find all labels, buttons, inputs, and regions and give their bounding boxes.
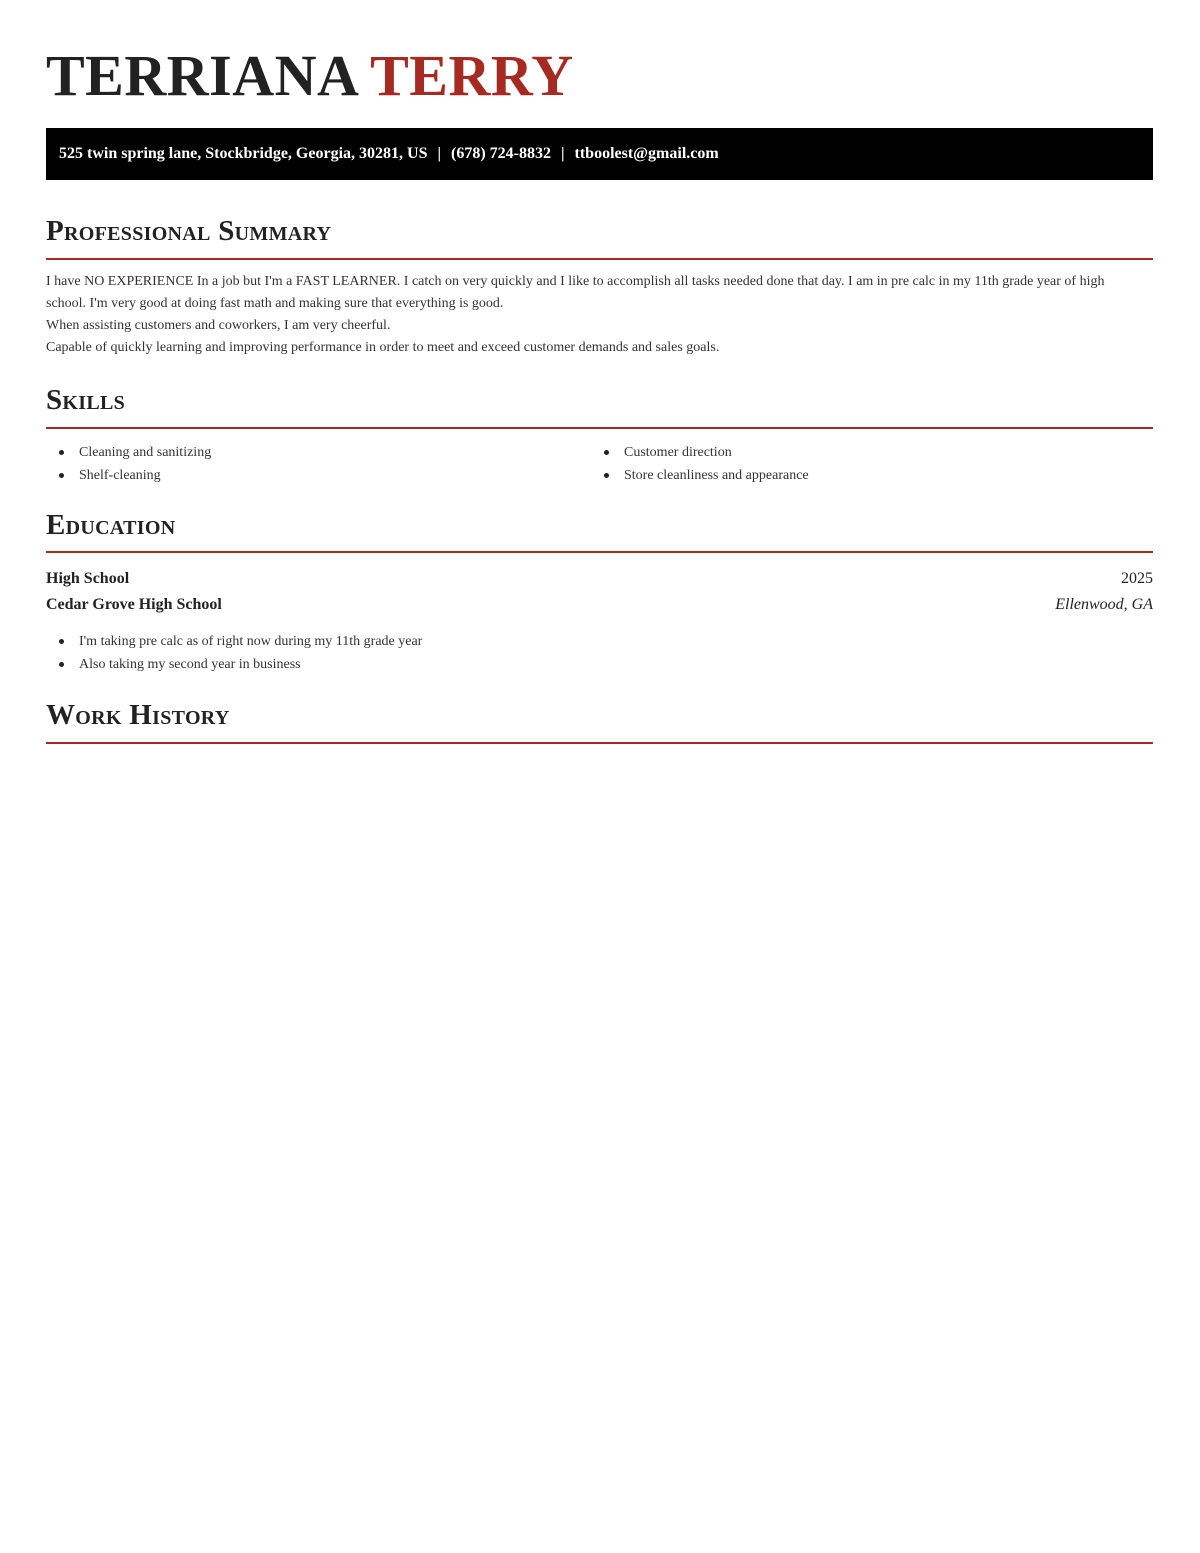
- education-school-row: [46, 594, 1153, 616]
- skill-item: Customer direction: [591, 441, 809, 464]
- skill-item: Cleaning and sanitizing: [46, 441, 211, 464]
- skills-column-right: [591, 441, 809, 487]
- education-bullet: Also taking my second year in business: [46, 653, 422, 676]
- section-divider: [46, 551, 1153, 553]
- contact-bar: [46, 128, 1153, 180]
- section-title-education: Education: [46, 509, 176, 541]
- section-divider: [46, 742, 1153, 744]
- education-details: [46, 630, 422, 676]
- contact-separator: |: [560, 145, 565, 162]
- summary-paragraph: When assisting customers and coworkers, I am very cheerful.: [46, 318, 391, 333]
- skill-item: Store cleanliness and appearance: [591, 464, 809, 487]
- section-divider: [46, 427, 1153, 429]
- first-name: TERRIANA: [46, 43, 357, 108]
- summary-text: [46, 271, 1136, 359]
- section-title-summary: Professional Summary: [46, 215, 332, 247]
- education-location: Ellenwood, GA: [1055, 596, 1153, 613]
- contact-phone: (678) 724-8832: [451, 145, 551, 162]
- contact-email: ttboolest@gmail.com: [574, 145, 719, 162]
- summary-paragraph: Capable of quickly learning and improving performance in order to meet and exceed customer demands and sales goals.: [46, 340, 720, 355]
- candidate-name: [46, 44, 574, 108]
- education-year: 2025: [1121, 570, 1153, 587]
- education-bullet: I'm taking pre calc as of right now during my 11th grade year: [46, 630, 422, 653]
- skill-item: Shelf-cleaning: [46, 464, 211, 487]
- last-name: TERRY: [370, 43, 574, 108]
- education-degree: High School: [46, 570, 130, 587]
- skills-column-left: [46, 441, 211, 487]
- contact-separator: |: [437, 145, 441, 162]
- education-school: Cedar Grove High School: [46, 596, 222, 613]
- section-title-work-history: Work History: [46, 699, 230, 731]
- section-divider: [46, 258, 1153, 260]
- summary-paragraph: I have NO EXPERIENCE In a job but I'm a FAST LEARNER. I catch on very quickly and I like to accomplish all tasks needed done that day. I am in pre calc in my 11th grade year of high school. I'm very good at doing fast math and making sure that everything is good.: [46, 274, 1105, 311]
- contact-address: 525 twin spring lane, Stockbridge, Georgia, 30281, US: [59, 145, 428, 162]
- education-degree-row: [46, 568, 1153, 590]
- section-title-skills: Skills: [46, 384, 126, 416]
